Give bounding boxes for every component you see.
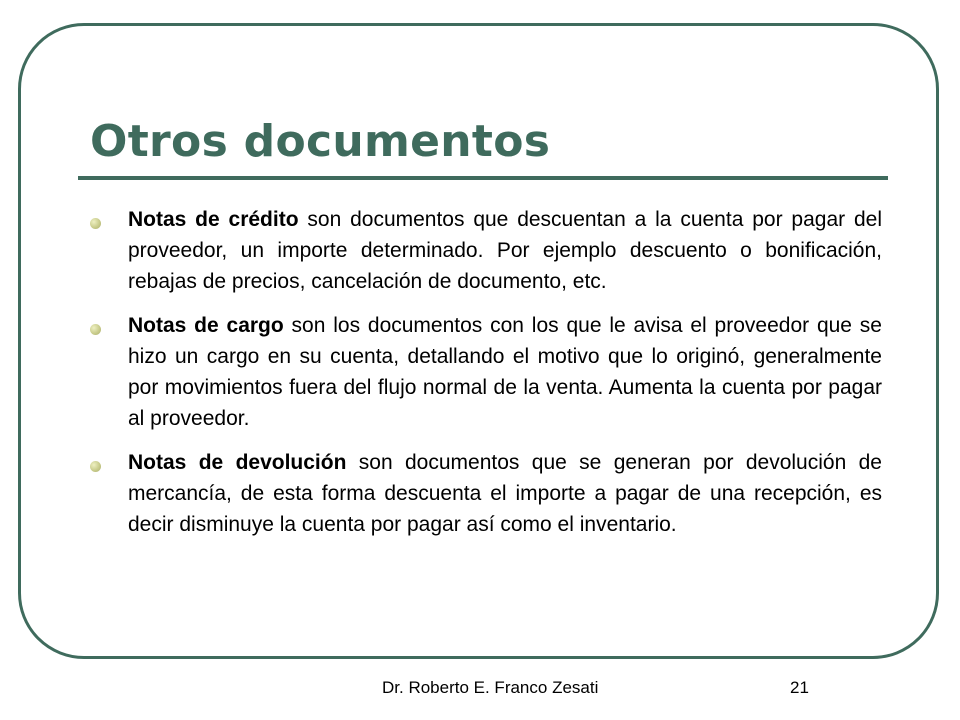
bullet-term: Notas de devolución [128,451,347,474]
bullet-term: Notas de crédito [128,208,299,231]
bullet-item-notas-de-cargo [86,310,882,434]
bullet-term: Notas de cargo [128,314,284,337]
bullet-dot-icon [90,324,101,335]
bullet-text: son documentos que se generan por devolución de mercancía, de esta forma descuenta el importe a pagar de una recepción, es decir disminuye la cuenta por pagar así como el inventario. [128,451,882,536]
bullet-dot-icon [90,461,101,472]
title-underline [78,176,888,180]
footer-author: Dr. Roberto E. Franco Zesati [382,678,599,697]
bullet-text: son los documentos con los que le avisa el proveedor que se hizo un cargo en su cuenta, detallando el motivo que lo originó, generalmente por movimientos fuera del flujo normal de la venta. Aumenta la cuenta por pagar al proveedor. [128,314,882,430]
bullet-item-notas-de-devolucion [86,447,882,540]
bullet-item-notas-de-credito [86,204,882,297]
bullet-text: son documentos que descuentan a la cuenta por pagar del proveedor, un importe determinado. Por ejemplo descuento o bonificación, rebajas de precios, cancelación de documento, etc. [128,208,882,293]
bullet-dot-icon [90,218,101,229]
bullet-list [86,204,882,553]
slide-title: Otros documentos [90,116,551,167]
page-number: 21 [790,678,809,697]
